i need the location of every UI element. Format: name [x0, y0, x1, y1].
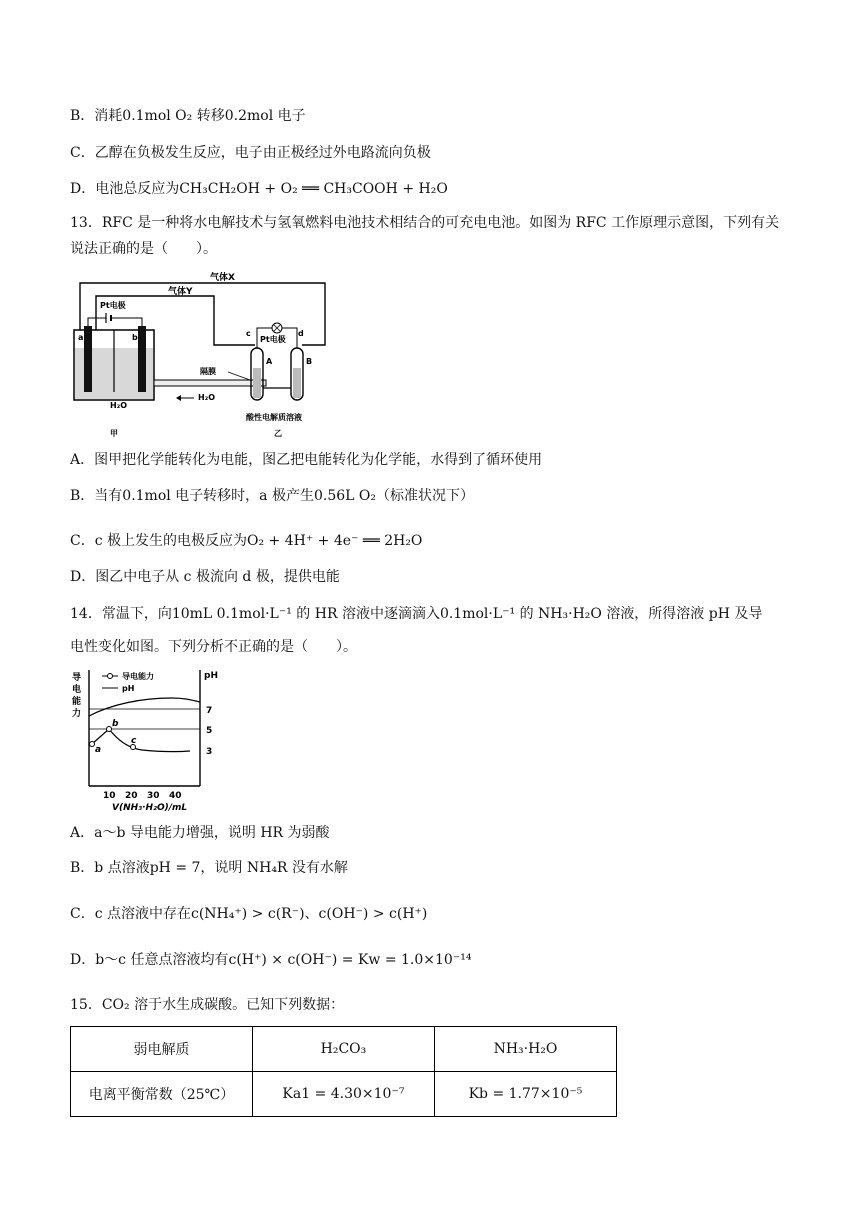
q14-option-d: D．b～c 任意点溶液均有c(H⁺) × c(OH⁻) = Kw = 1.0×10⁻¹⁴: [70, 952, 472, 968]
ylabel-left-char4: 力: [72, 709, 82, 719]
q12-option-b: B．消耗0.1mol O₂ 转移0.2mol 电子: [70, 108, 306, 124]
table-header-row: [71, 1027, 617, 1072]
pt-electrode-left-label: Pt电极: [100, 301, 126, 310]
q12-option-c: C．乙醇在负极发生反应，电子由正极经过外电路流向负极: [70, 145, 431, 161]
conductivity-curve: [92, 729, 190, 752]
q14-stem-line2: 电性变化如图。下列分析不正确的是（ ）。: [70, 639, 357, 655]
ylabel-left-char1: 导: [72, 673, 82, 683]
table-cell: Kb = 1.77×10⁻⁵: [434, 1072, 616, 1117]
electrode-a: [84, 326, 92, 392]
gas-x-label: 气体X: [210, 273, 235, 283]
x-axis-label: V(NH₃·H₂O)/mL: [112, 803, 188, 812]
ph-curve: [89, 698, 200, 716]
label-c: c: [246, 329, 251, 338]
label-B: B: [306, 357, 313, 366]
q13-option-a: A．图甲把化学能转化为电能，图乙把电能转化为化学能，水得到了循环使用: [70, 452, 543, 468]
point-b-marker: [107, 727, 112, 732]
table-cell: Ka1 = 4.30×10⁻⁷: [252, 1072, 434, 1117]
table-header-cell: H₂CO₃: [252, 1027, 434, 1072]
electrode-b: [138, 326, 146, 392]
q13-option-c: C．c 极上发生的电极反应为O₂ + 4H⁺ + 4e⁻ ══ 2H₂O: [70, 533, 423, 549]
ph-tick-7: 7: [206, 706, 213, 716]
label-A: A: [266, 357, 273, 366]
water-arrow-label: H₂O: [198, 393, 215, 402]
ylabel-left-char3: 能: [72, 697, 82, 707]
ph-tick-5: 5: [206, 726, 213, 736]
ph-tick-3: 3: [206, 747, 213, 757]
label-b: b: [132, 333, 138, 342]
legend-conductivity: 导电能力: [122, 672, 154, 681]
label-a: a: [78, 333, 84, 342]
label-d: d: [298, 329, 304, 338]
x-tick-30: 30: [147, 791, 160, 801]
q14-stem-line1: 14．常温下，向10mL 0.1mol·L⁻¹ 的 HR 溶液中逐滴滴入0.1mol·L⁻¹ 的 NH₃·H₂O 溶液，所得溶液 pH 及导: [70, 606, 763, 622]
q13-option-d: D．图乙中电子从 c 极流向 d 极，提供电能: [70, 569, 340, 585]
table-header-cell: NH₃·H₂O: [434, 1027, 616, 1072]
x-tick-20: 20: [125, 791, 138, 801]
x-tick-10: 10: [103, 791, 116, 801]
conductivity-ph-chart: [72, 664, 232, 812]
electrolyte-label: 酸性电解质溶液: [246, 413, 302, 422]
rfc-diagram: [70, 268, 340, 444]
point-b-label: b: [112, 719, 119, 729]
jia-label: 甲: [110, 429, 118, 438]
q15-stem: 15．CO₂ 溶于水生成碳酸。已知下列数据：: [70, 997, 345, 1013]
ylabel-right: pH: [204, 671, 218, 681]
table-row: [71, 1072, 617, 1117]
q14-option-a: A．a～b 导电能力增强，说明 HR 为弱酸: [70, 825, 330, 841]
membrane-label: 隔膜: [200, 367, 216, 376]
pt-electrode-right-label: Pt电极: [260, 335, 286, 344]
q12-option-d: D．电池总反应为CH₃CH₂OH + O₂ ══ CH₃COOH + H₂O: [70, 181, 448, 197]
water-left-label: H₂O: [110, 401, 127, 410]
q14-option-c: C．c 点溶液中存在c(NH₄⁺) > c(R⁻)、c(OH⁻) > c(H⁺): [70, 906, 428, 922]
point-a-marker: [90, 742, 95, 747]
q13-stem: 13．RFC 是一种将水电解技术与氢氧燃料电池技术相结合的可充电电池。如图为 RFC 工作原理示意图，下列有关说法正确的是（ ）。: [70, 215, 780, 257]
ionization-constant-table: [70, 1026, 617, 1117]
q13-option-b: B．当有0.1mol 电子转移时，a 极产生0.56L O₂（标准状况下）: [70, 488, 474, 504]
q14-option-b: B．b 点溶液pH = 7，说明 NH₄R 没有水解: [70, 860, 348, 876]
x-tick-40: 40: [169, 791, 182, 801]
point-c-label: c: [131, 736, 137, 746]
point-a-label: a: [95, 745, 102, 755]
table-cell: 电离平衡常数（25℃）: [71, 1072, 253, 1117]
table-header-cell: 弱电解质: [71, 1027, 253, 1072]
gas-y-label: 气体Y: [168, 287, 193, 297]
ylabel-left-char2: 电: [72, 685, 82, 695]
yi-label: 乙: [274, 429, 282, 438]
legend-ph: pH: [122, 684, 135, 693]
